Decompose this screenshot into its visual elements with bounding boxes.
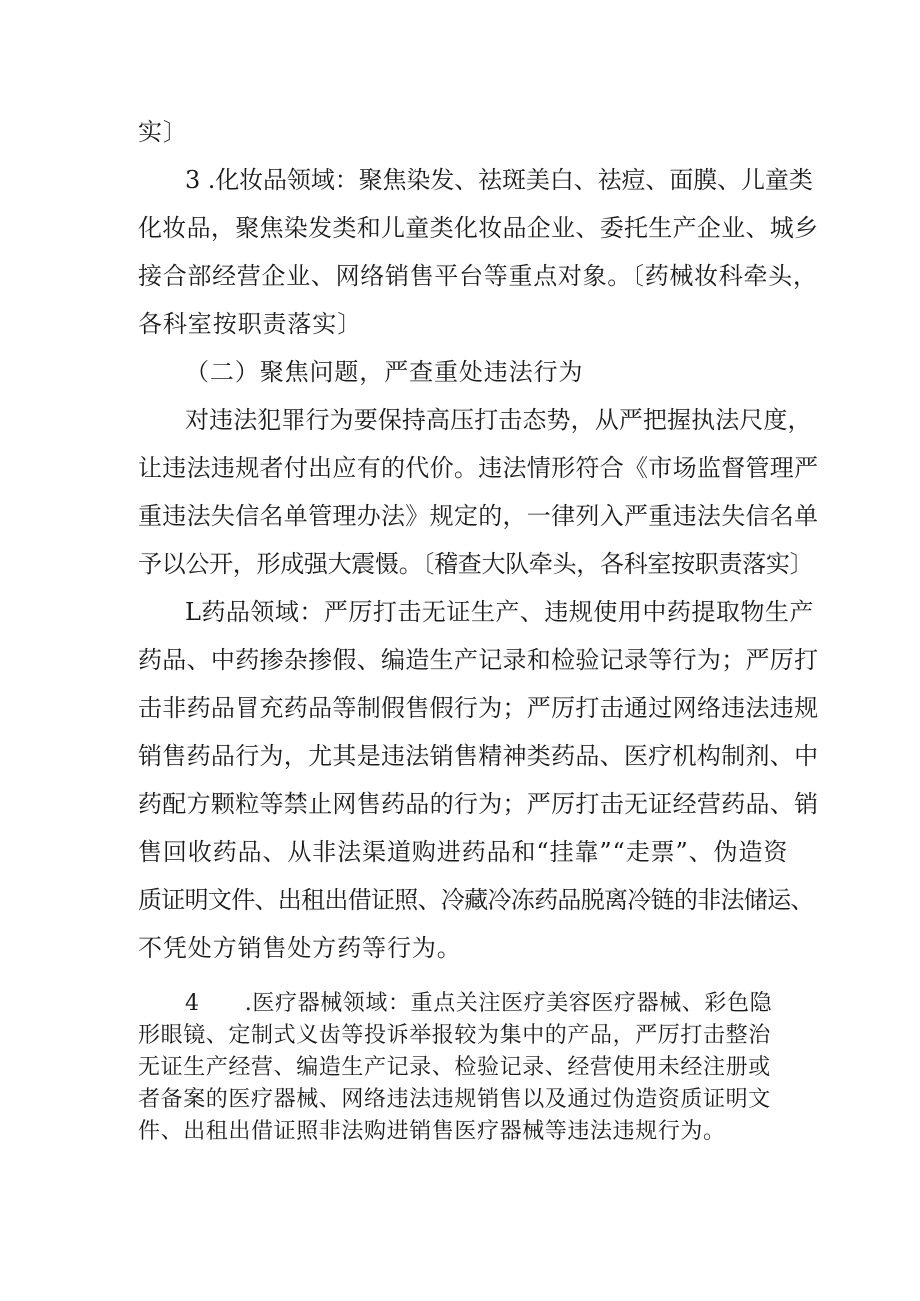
text-line: 予以公开，形成强大震慑。〔稽查大队牵头，各科室按职责落实〕 [138, 550, 814, 578]
text-line: 击非药品冒充药品等制假售假行为；严厉打击通过网络违法违规 [138, 694, 819, 722]
text-line: 各科室按职责落实〕 [138, 310, 363, 338]
text-line: 实〕 [138, 118, 188, 146]
text-line: 重违法失信名单管理办法》规定的，一律列入严重违法失信名单 [138, 502, 819, 530]
text-line: 3 .化妆品领域：聚焦染发、祛斑美白、祛痘、面膜、儿童类 [185, 166, 813, 194]
text-line: 者备案的医疗器械、网络违法违规销售以及通过伪造资质证明文 [138, 1087, 771, 1112]
text-line: 化妆品，聚焦染发类和儿童类化妆品企业、委托生产企业、城乡 [138, 214, 819, 242]
text-line: L药品领域：严厉打击无证生产、违规使用中药提取物生产 [185, 598, 814, 626]
text-line: 让违法违规者付出应有的代价。违法情形符合《市场监督管理严 [138, 454, 819, 482]
text-line: 4 .医疗器械领域：重点关注医疗美容医疗器械、彩色隐 [185, 991, 773, 1016]
text-line: 形眼镜、定制式义齿等投诉举报较为集中的产品，严厉打击整治 [138, 1023, 771, 1048]
text-line: 质证明文件、出租出借证照、冷藏冷冻药品脱离冷链的非法储运、 [138, 886, 814, 914]
text-line: 销售药品行为，尤其是违法销售精神类药品、医疗机构制剂、中 [138, 742, 819, 770]
text-line: 无证生产经营、编造生产记录、检验记录、经营使用未经注册或 [138, 1055, 771, 1080]
text-line: 对违法犯罪行为要保持高压打击态势，从严把握执法尺度， [185, 406, 812, 434]
text-line: 药配方颗粒等禁止网售药品的行为；严厉打击无证经营药品、销 [138, 790, 819, 818]
text-line: 件、出租出借证照非法购进销售医疗器械等违法违规行为。 [138, 1119, 726, 1144]
text-line: 不凭处方销售处方药等行为。 [138, 934, 462, 962]
section-heading: （二）聚焦问题，严查重处违法行为 [185, 358, 584, 386]
text-line: 药品、中药掺杂掺假、编造生产记录和检验记录等行为；严厉打 [138, 646, 819, 674]
text-line: 售回收药品、从非法渠道购进药品和“挂靠”“走票”、伪造资 [138, 838, 789, 866]
text-line: 接合部经营企业、网络销售平台等重点对象。〔药械妆科牵头， [138, 262, 818, 290]
